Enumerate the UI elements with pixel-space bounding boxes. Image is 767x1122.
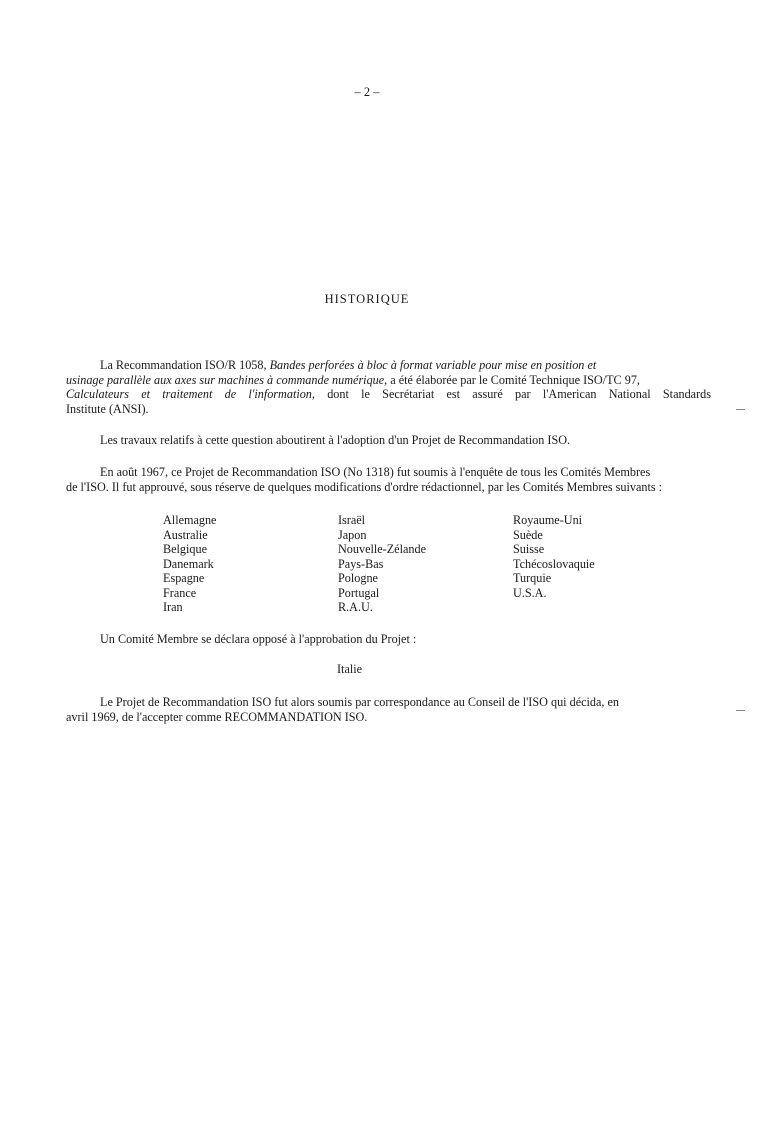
paragraph-enquiry xyxy=(66,465,711,494)
country-item: Suède xyxy=(513,527,543,542)
countries-column-2 xyxy=(338,513,426,615)
recommendation-title-part-1: Bandes perforées à bloc à format variable pour mise en position et xyxy=(269,358,597,372)
recommendation-ref: La Recommandation ISO/R 1058, xyxy=(100,358,270,372)
country-item: Tchécoslovaquie xyxy=(513,556,595,571)
country-item: Turquie xyxy=(513,571,552,585)
country-item: Royaume-Uni xyxy=(513,513,583,527)
paragraph-acceptance-line-1: Le Projet de Recommandation ISO fut alors soumis par correspondance au Conseil de l'ISO qui décida, en xyxy=(100,695,620,709)
page-number: – 2 – xyxy=(354,85,380,99)
country-item: Portugal xyxy=(338,585,380,600)
paragraph-work xyxy=(66,433,711,448)
country-item: Espagne xyxy=(163,571,205,585)
country-item: Danemark xyxy=(163,556,214,571)
committee-ref: , a été élaborée par le Comité Technique ISO/TC 97, xyxy=(384,372,640,387)
country-item: Pologne xyxy=(338,571,378,585)
country-item: Japon xyxy=(338,527,367,542)
country-item: Allemagne xyxy=(163,513,217,527)
paragraph-origin-line-1 xyxy=(66,358,711,373)
paragraph-work-text: Les travaux relatifs à cette question aboutirent à l'adoption d'un Projet de Recommandation ISO. xyxy=(100,433,571,447)
margin-mark xyxy=(736,409,745,410)
country-item: Suisse xyxy=(513,542,545,556)
paragraph-opposition-text: Un Comité Membre se déclara opposé à l'approbation du Projet : xyxy=(100,632,417,646)
secretariat-text: dont le Secrétariat est assuré par l'American National Standards xyxy=(314,387,711,401)
recommendation-title-part-2: usinage parallèle aux axes sur machines à commande numérique xyxy=(66,372,385,387)
paragraph-origin-line-4: Institute (ANSI). xyxy=(66,401,149,416)
country-item: Nouvelle-Zélande xyxy=(338,542,426,556)
country-item: Belgique xyxy=(163,542,208,556)
paragraph-origin-line-2 xyxy=(66,373,711,388)
margin-mark xyxy=(736,710,745,711)
country-item: France xyxy=(163,585,197,600)
country-item: Israël xyxy=(338,513,366,527)
countries-column-3 xyxy=(513,513,595,600)
paragraph-acceptance xyxy=(66,695,711,724)
country-item: U.S.A. xyxy=(513,585,547,600)
opposed-country: Italie xyxy=(337,662,363,676)
paragraph-enquiry-line-1: En août 1967, ce Projet de Recommandation ISO (No 1318) fut soumis à l'enquête de tous les Comités Membres xyxy=(100,465,651,479)
paragraph-enquiry-line-2: de l'ISO. Il fut approuvé, sous réserve de quelques modifications d'ordre rédactionnel, par les Comités Membres suivants : xyxy=(66,479,663,494)
country-item: Iran xyxy=(163,600,183,614)
country-item: Pays-Bas xyxy=(338,556,384,571)
countries-column-1 xyxy=(163,513,216,615)
paragraph-acceptance-line-2: avril 1969, de l'accepter comme RECOMMANDATION ISO. xyxy=(66,709,368,724)
country-item: Australie xyxy=(163,527,208,542)
paragraph-opposition xyxy=(66,632,711,647)
paragraph-origin xyxy=(66,358,711,416)
committee-title: Calculateurs et traitement de l'information, xyxy=(66,387,315,401)
section-title: HISTORIQUE xyxy=(324,292,410,306)
country-item: R.A.U. xyxy=(338,600,373,614)
paragraph-origin-line-3 xyxy=(66,387,711,402)
